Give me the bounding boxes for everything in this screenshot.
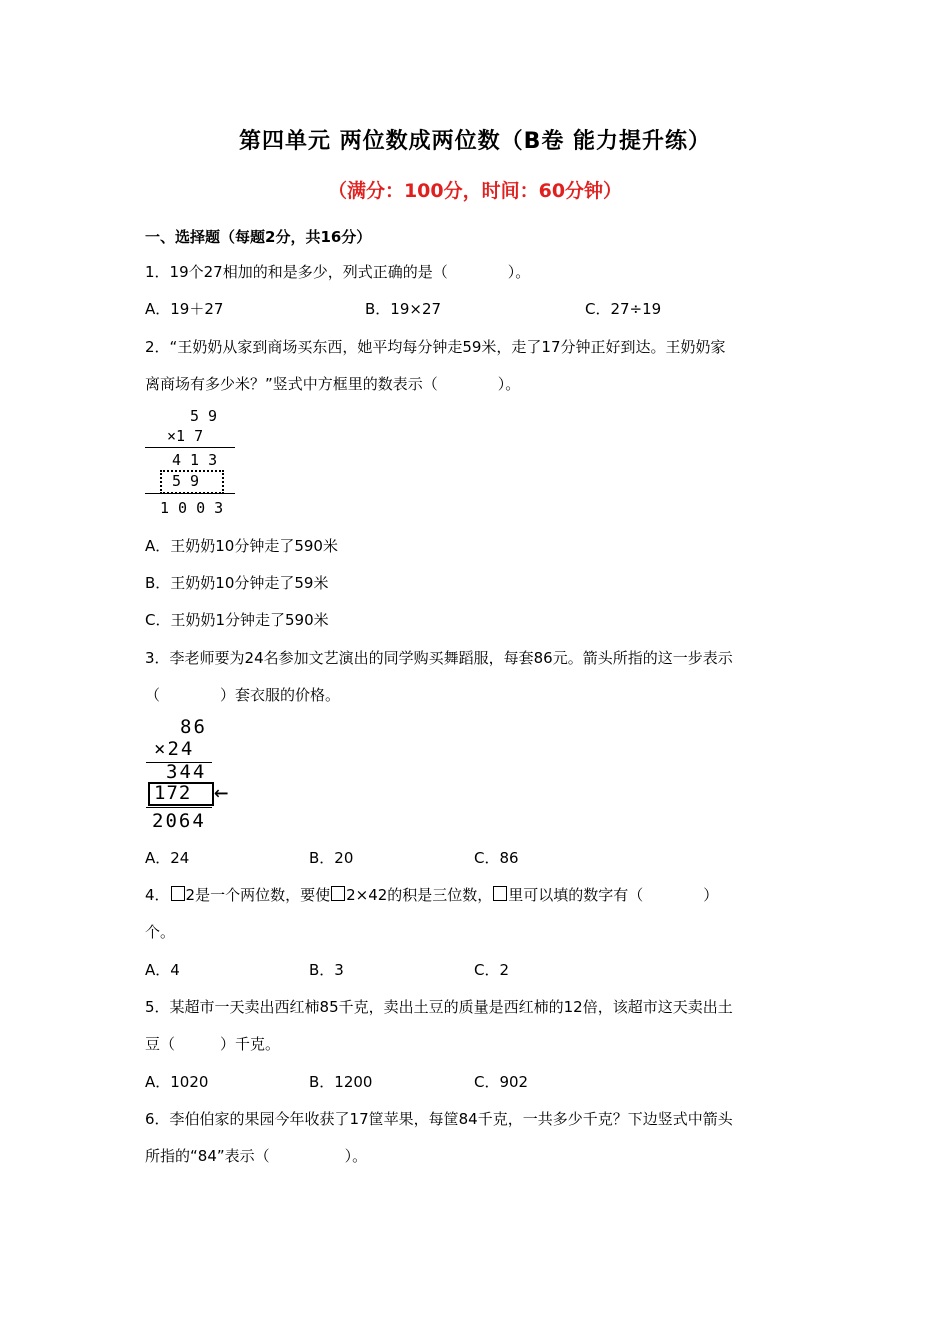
question-3-option-b: B．20 [309,849,354,867]
question-2-option-b: B．王奶奶10分钟走了59米 [145,574,329,592]
calc-3-multiplier: ×24 [154,738,195,760]
page-subtitle: （满分：100分，时间：60分钟） [327,180,623,202]
calc-3-product: 2064 [152,810,206,832]
question-4-option-a: A．4 [145,961,180,979]
calc-3-partial-product-1: 344 [166,761,207,783]
question-2-text-line-2: 离商场有多少米？”竖式中方框里的数表示（ ）。 [145,375,521,393]
question-5-option-c: C．902 [474,1073,529,1091]
question-2-option-a: A．王奶奶10分钟走了590米 [145,537,338,555]
question-4-number: 4． [145,886,170,904]
calc-2-partial-product-2: 5 9 [172,472,200,490]
blank-box-icon [493,886,507,901]
question-1-option-c: C．27÷19 [585,300,662,318]
question-4-text-line-2: 个。 [145,923,176,941]
calc-2-multiplier: ×1 7 [167,427,204,445]
question-3-text-line-1: 3．李老师要为24名参加文艺演出的同学购买舞蹈服，每套86元。箭头所指的这一步表示 [145,649,733,667]
blank-box-icon [331,886,345,901]
question-5-text-line-1: 5．某超市一天卖出西红柿85千克，卖出土豆的质量是西红柿的12倍，该超市这天卖出土 [145,998,733,1016]
question-3-option-c: C．86 [474,849,519,867]
question-2-option-c: C．王奶奶1分钟走了590米 [145,611,329,629]
question-1-option-b: B．19×27 [365,300,442,318]
calc-2-line-2 [145,493,235,494]
calc-2-line-1 [145,447,235,448]
blank-box-icon [171,886,185,901]
question-5-option-a: A．1020 [145,1073,209,1091]
question-5-option-b: B．1200 [309,1073,373,1091]
question-1-option-a: A．19＋27 [145,300,224,318]
question-4-text-part-3: 里可以填的数字有（ ） [508,886,719,904]
calc-2-multiplicand: 5 9 [190,407,218,425]
question-4-text-part-2: 2×42的积是三位数， [346,886,493,904]
question-4-option-b: B．3 [309,961,344,979]
page-title: 第四单元 两位数成两位数（B卷 能力提升练） [238,129,712,154]
question-3-option-a: A．24 [145,849,190,867]
question-2-text-line-1: 2．“王奶奶从家到商场买东西，她平均每分钟走59米，走了17分钟正好到达。王奶奶家 [145,338,726,356]
question-4-text-line-1 [145,884,718,905]
question-3-text-line-2: （ ）套衣服的价格。 [145,686,341,704]
question-2-vertical-calculation [140,405,240,520]
question-6-text-line-1: 6．李伯伯家的果园今年收获了17筐苹果，每筐84千克，一共多少千克？下边竖式中箭头 [145,1110,733,1128]
question-5-text-line-2: 豆（ ）千克。 [145,1035,281,1053]
calc-2-product: 1 0 0 3 [160,499,224,517]
arrow-icon: ← [214,778,229,806]
section-heading: 一、选择题（每题2分，共16分） [145,228,372,246]
question-3-vertical-calculation [140,715,250,835]
question-6-text-line-2: 所指的“84”表示（ ）。 [145,1147,368,1165]
question-4-option-c: C．2 [474,961,510,979]
calc-3-line-2 [146,807,212,808]
calc-2-partial-product-1: 4 1 3 [172,451,218,469]
question-1-text: 1．19个27相加的和是多少，列式正确的是（ ）。 [145,263,531,281]
question-4-text-part-1: 2是一个两位数，要使 [185,886,331,904]
calc-3-partial-product-2: 172 [154,782,192,804]
calc-3-multiplicand: 86 [180,716,207,738]
